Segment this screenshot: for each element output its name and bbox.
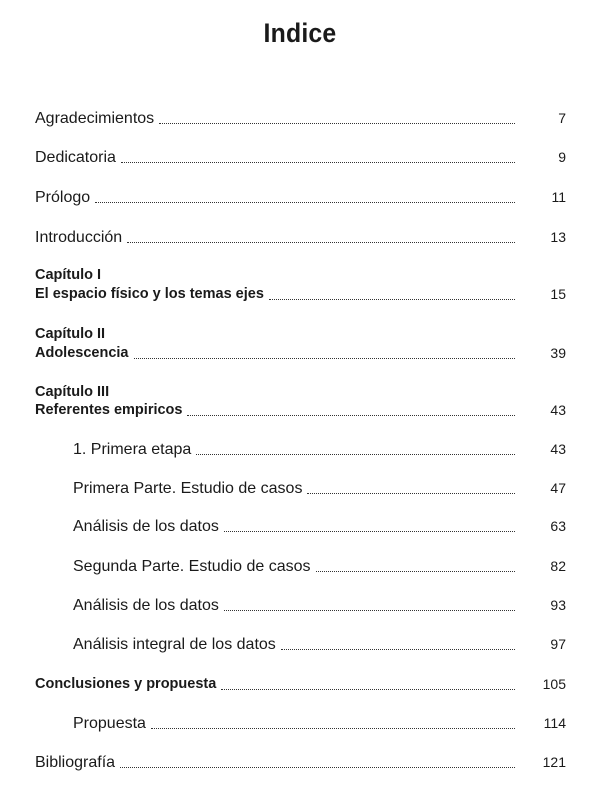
dot-leader	[187, 415, 515, 416]
toc-entry-analisis-2	[73, 597, 519, 615]
dot-leader	[121, 162, 515, 163]
dot-leader	[151, 728, 515, 729]
dot-leader	[120, 767, 515, 768]
toc-entry-label: El espacio físico y los temas ejes	[35, 286, 264, 302]
toc-entry-propuesta	[73, 715, 519, 733]
dot-leader	[269, 299, 515, 300]
toc-page-number: 15	[550, 286, 566, 302]
toc-entry-label: Agradecimientos	[35, 110, 155, 127]
dot-leader	[127, 242, 515, 243]
toc-entry-label: Segunda Parte. Estudio de casos	[73, 558, 311, 575]
toc-entry-label: Bibliografía	[35, 754, 116, 771]
toc-entry-primera-parte	[73, 480, 519, 498]
toc-page-number: 114	[543, 715, 566, 731]
toc-entry-segunda-parte	[73, 558, 519, 576]
dot-leader	[224, 610, 515, 611]
toc-entry-capitulo-3	[35, 402, 519, 420]
toc-entry-label: Propuesta	[73, 715, 146, 732]
toc-page-number: 82	[550, 558, 566, 574]
toc-entry-primera-etapa	[73, 441, 519, 459]
toc-entry-bibliografia	[35, 754, 519, 772]
toc-entry-label: Adolescencia	[35, 345, 129, 361]
toc-entry-analisis-integral	[73, 636, 519, 654]
toc-entry-label: 1. Primera etapa	[73, 441, 192, 458]
toc-page-number: 13	[550, 229, 566, 245]
toc-entry-dedicatoria	[35, 149, 519, 167]
chapter-heading-1: Capítulo I	[35, 267, 102, 283]
chapter-heading-3: Capítulo III	[35, 384, 110, 400]
toc-entry-label: Prólogo	[35, 189, 91, 206]
toc-entry-conclusiones	[35, 676, 519, 694]
toc-page-number: 63	[550, 518, 566, 534]
toc-entry-prologo	[35, 189, 519, 207]
toc-entry-label: Análisis de los datos	[73, 597, 219, 614]
toc-page-number: 9	[558, 149, 566, 165]
dot-leader	[307, 493, 515, 494]
toc-entry-label: Referentes empiricos	[35, 402, 183, 418]
toc-entry-label: Primera Parte. Estudio de casos	[73, 480, 303, 497]
toc-page-number: 11	[551, 189, 566, 205]
dot-leader	[224, 531, 515, 532]
dot-leader	[134, 358, 516, 359]
toc-page-number: 39	[550, 345, 566, 361]
toc-page-number: 43	[550, 402, 566, 418]
toc-page-number: 93	[550, 597, 566, 613]
toc-entry-label: Dedicatoria	[35, 149, 116, 166]
dot-leader	[281, 649, 515, 650]
chapter-heading-2: Capítulo II	[35, 326, 106, 342]
dot-leader	[316, 571, 516, 572]
toc-page-number: 43	[550, 441, 566, 457]
toc-entry-analisis-1	[73, 518, 519, 536]
dot-leader	[159, 123, 515, 124]
toc-entry-agradecimientos	[35, 110, 519, 128]
toc-page-number: 47	[550, 480, 566, 496]
page-title: Indice	[263, 18, 337, 48]
dot-leader	[221, 689, 515, 690]
toc-page-number: 121	[542, 754, 566, 770]
toc-entry-capitulo-1	[35, 286, 519, 304]
toc-entry-label: Introducción	[35, 229, 123, 246]
toc-entry-introduccion	[35, 229, 519, 247]
dot-leader	[196, 454, 515, 455]
toc-entry-label: Análisis de los datos	[73, 518, 219, 535]
toc-page-number: 7	[558, 110, 566, 126]
toc-entry-label: Análisis integral de los datos	[73, 636, 276, 653]
toc-page-number: 105	[542, 676, 566, 692]
dot-leader	[95, 202, 515, 203]
toc-entry-label: Conclusiones y propuesta	[35, 676, 217, 692]
toc-page-number: 97	[550, 636, 566, 652]
toc-entry-capitulo-2	[35, 345, 519, 363]
